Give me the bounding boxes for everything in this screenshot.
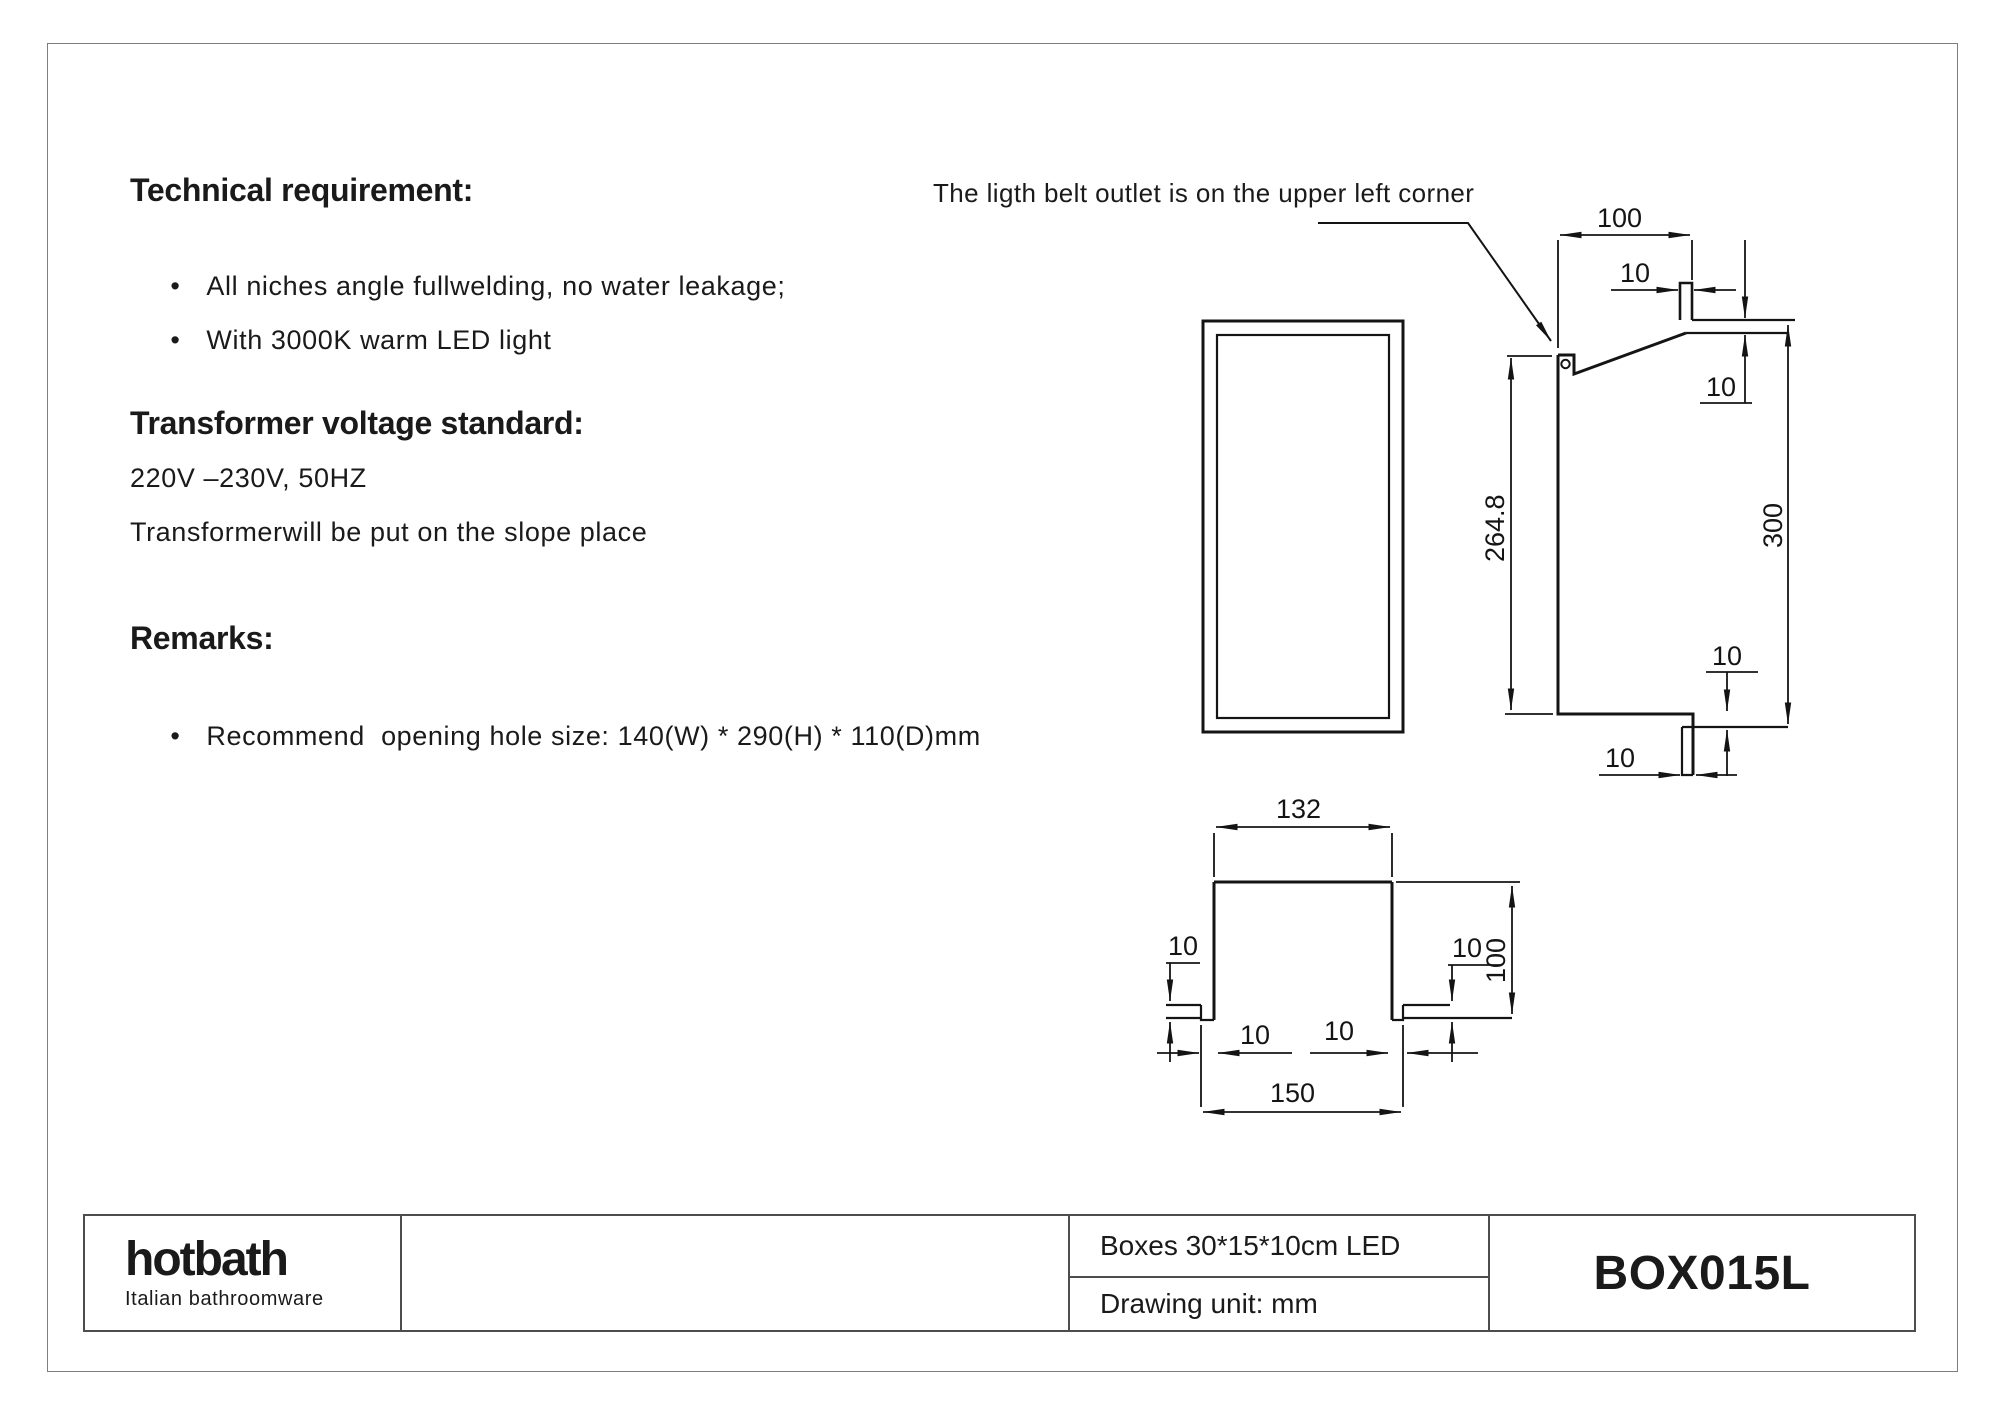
dim-label-side-top-width: 100	[1597, 203, 1643, 233]
dim-label-side-wall-height: 264.8	[1480, 494, 1510, 562]
front-view	[1203, 321, 1403, 732]
dim-label-bottom-flange-left: 10	[1168, 931, 1199, 961]
technical-requirement-heading: Technical requirement:	[130, 172, 474, 208]
title-block-empty-cell	[402, 1216, 1070, 1330]
light-outlet-hole	[1561, 360, 1569, 368]
model-number: BOX015L	[1593, 1246, 1811, 1300]
dim-label-side-bottom-step: 10	[1712, 641, 1743, 671]
bullet-icon: •	[170, 271, 181, 301]
light-outlet-annotation: The ligth belt outlet is on the upper left corner	[933, 178, 1475, 208]
bullet-icon: •	[170, 721, 181, 751]
bottom-view	[1157, 794, 1520, 1112]
dim-label-bottom-depth: 100	[1481, 937, 1511, 983]
brand-logo: hotbath	[125, 1232, 287, 1286]
product-description: Boxes 30*15*10cm LED	[1070, 1216, 1488, 1278]
dim-label-bottom-tab-right: 10	[1324, 1016, 1355, 1046]
transformer-voltage-line: 220V –230V, 50HZ	[130, 463, 367, 493]
dim-label-bottom-flange-right: 10	[1452, 933, 1483, 963]
remarks-bullet-1-text: Recommend opening hole size: 140(W) * 290(H) * 110(D)mm	[206, 721, 981, 751]
bullet-icon: •	[170, 325, 181, 355]
remarks-heading: Remarks:	[130, 620, 274, 656]
dim-label-bottom-overall-width: 150	[1270, 1078, 1316, 1108]
brand-tagline: Italian bathroomware	[125, 1287, 324, 1310]
title-block	[83, 1214, 1916, 1332]
side-view	[1480, 203, 1795, 776]
dim-label-side-top-tab: 10	[1620, 258, 1651, 288]
technical-bullet-2-text: With 3000K warm LED light	[206, 325, 552, 355]
dim-label-side-bottom-tab: 10	[1605, 743, 1636, 773]
technical-bullet-1-text: All niches angle fullwelding, no water leakage;	[206, 271, 786, 301]
transformer-place-line: Transformerwill be put on the slope place	[130, 517, 648, 547]
dim-label-bottom-tab-left: 10	[1240, 1020, 1271, 1050]
transformer-heading: Transformer voltage standard:	[130, 405, 584, 441]
dim-label-side-lip: 10	[1706, 372, 1737, 402]
drawing-unit-note: Drawing unit: mm	[1100, 1288, 1318, 1319]
title-block-logo-cell	[85, 1216, 402, 1330]
leader-line	[1318, 223, 1551, 341]
title-block-info-cell	[1070, 1216, 1490, 1330]
dim-label-side-overall-height: 300	[1758, 502, 1788, 548]
dim-label-bottom-inner-width: 132	[1276, 794, 1322, 824]
